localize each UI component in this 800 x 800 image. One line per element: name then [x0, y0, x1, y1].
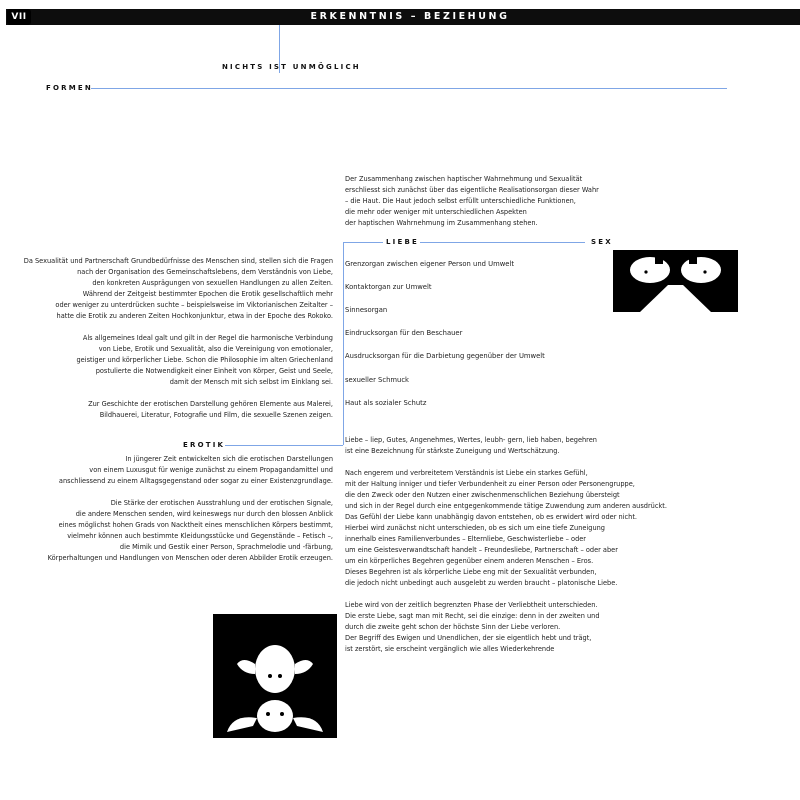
right-line: um eine Geistesverwandtschaft handelt – Freundesliebe, Partnerschaft – oder aber [345, 546, 618, 554]
skin-function-item: Sinnesorgan [345, 306, 388, 314]
abstract-figure-icon [613, 250, 738, 312]
intro-line: – die Haut. Die Haut jedoch selbst erfüllt unterschiedliche Funktionen, [345, 197, 576, 205]
skin-function-item: sexueller Schmuck [345, 376, 409, 384]
intro-line: die mehr oder weniger mit unterschiedlichen Aspekten [345, 208, 527, 216]
left-column [13, 256, 333, 421]
left-line: postulierte die Notwendigkeit einer Einheit von Körper, Geist und Seele, [95, 367, 333, 375]
subtitle-heading: NICHTS IST UNMÖGLICH [222, 63, 361, 71]
right-line: Liebe – liep, Gutes, Angenehmes, Wertes, leubh- gern, lieb haben, begehren [345, 436, 597, 444]
left-line: Zur Geschichte der erotischen Darstellung gehören Elemente aus Malerei, [88, 400, 333, 408]
skin-function-item: Ausdrucksorgan für die Darbietung gegenüber der Umwelt [345, 352, 545, 360]
right-line: Das Gefühl der Liebe kann unabhängig davon entstehen, ob es erwidert wird oder nicht. [345, 513, 638, 521]
erotik-line: die andere Menschen senden, wird keineswegs nur durch den blossen Anblick [75, 510, 333, 518]
left-line: oder weniger zu unterdrücken suchte – beispielsweise im Viktorianischen Zeitalter – [55, 301, 333, 309]
page-number-badge: VII [7, 9, 31, 25]
erotik-line: Die Stärke der erotischen Ausstrahlung und der erotischen Signale, [110, 499, 333, 507]
liebe-connector [343, 242, 344, 445]
liebe-rule-right [420, 242, 585, 243]
right-line: Hierbei wird zunächst nicht unterschieden, ob es sich um eine tiefe Zuneigung [345, 524, 605, 532]
liebe-rule-left [343, 242, 383, 243]
erotik-illustration [213, 614, 337, 738]
right-line: um ein körperliches Begehren gegenüber einem anderen Menschen – Eros. [345, 557, 594, 565]
right-line: und sich in der Regel durch eine entgegenkommende tätige Zuwendung zum anderen ausdrückt. [345, 502, 667, 510]
intro-line: der haptischen Wahrnehmung im Zusammenhang stehen. [345, 219, 538, 227]
right-line: ist eine Bezeichnung für stärkste Zuneigung und Wertschätzung. [345, 447, 560, 455]
sex-illustration [613, 250, 738, 312]
intro-line: Der Zusammenhang zwischen haptischer Wahrnehmung und Sexualität [345, 175, 583, 183]
erotik-line: von einem Luxusgut für wenige zunächst zu einem Propagandamittel und [89, 466, 333, 474]
right-line: mit der Haltung inniger und tiefer Verbundenheit zu einer Person oder Personengruppe, [345, 480, 635, 488]
left-line: Während der Zeitgeist bestimmter Epochen die Erotik gesellschaftlich mehr [82, 290, 333, 298]
left-line: von Liebe, Erotik und Sexualität, also die Vereinigung von emotionaler, [98, 345, 333, 353]
right-line: Die erste Liebe, sagt man mit Recht, sei die einzige: denn in der zweiten und [345, 612, 600, 620]
erotik-line: In jüngerer Zeit entwickelten sich die erotischen Darstellungen [125, 455, 333, 463]
sex-heading: SEX [591, 238, 613, 246]
page-title: ERKENNTNIS – BEZIEHUNG [310, 11, 510, 22]
formen-heading: FORMEN [46, 84, 93, 92]
right-line: Nach engerem und verbreitetem Verständnis ist Liebe ein starkes Gefühl, [345, 469, 588, 477]
right-line: durch die zweite geht schon der höchste Sinn der Liebe verloren. [345, 623, 561, 631]
erotik-column [13, 454, 333, 564]
erotik-heading: EROTIK [183, 441, 226, 449]
left-line: Da Sexualität und Partnerschaft Grundbedürfnisse des Menschen sind, stellen sich die Fragen [23, 257, 333, 265]
left-line: geistiger und körperlicher Liebe. Schon die Philosophie im alten Griechenland [76, 356, 333, 364]
abstract-figure-icon [213, 614, 337, 738]
erotik-line: anschliessend zu einem Alltagsgegenstand oder sogar zu einer Existenzgrundlage. [58, 477, 333, 485]
right-line: Liebe wird von der zeitlich begrenzten Phase der Verliebtheit unterschieden. [345, 601, 598, 609]
skin-function-item: Haut als sozialer Schutz [345, 399, 427, 407]
right-line: Dieses Begehren ist als körperliche Liebe eng mit der Sexualität verbunden, [345, 568, 597, 576]
left-line: Bildhauerei, Literatur, Fotografie und Film, die sexuelle Szenen zeigen. [99, 411, 333, 419]
erotik-line: die Mimik und Gestik einer Person, Sprachmelodie und -färbung, [119, 543, 333, 551]
intro-line: erschliesst sich zunächst über das eigentliche Realisationsorgan dieser Wahr [345, 186, 599, 194]
right-line: innerhalb eines Familienverbundes – Elternliebe, Geschwisterliebe – oder [345, 535, 587, 543]
skin-function-item: Grenzorgan zwischen eigener Person und Umwelt [345, 260, 514, 268]
left-line: Als allgemeines Ideal galt und gilt in der Regel die harmonische Verbindung [82, 334, 333, 342]
right-line: ist zerstört, sie erscheint vergänglich wie alles Wiederkehrende [345, 645, 555, 653]
right-line: Der Begriff des Ewigen und Unendlichen, der sie eigentlich hebt und trägt, [345, 634, 592, 642]
left-line: hatte die Erotik zu anderen Zeiten Hochkonjunktur, etwa in der Epoche des Rokoko. [56, 312, 333, 320]
formen-rule [91, 88, 727, 89]
skin-function-item: Eindrucksorgan für den Beschauer [345, 329, 463, 337]
right-line: die den Zweck oder den Nutzen einer zwischenmenschlichen Beziehung übersteigt [345, 491, 620, 499]
erotik-line: eines möglichst hohen Grads von Nacktheit eines menschlichen Körpers bestimmt, [58, 521, 333, 529]
left-line: den konkreten Ausprägungen von sexuellen Handlungen zu allen Zeiten. [92, 279, 333, 287]
left-line: nach der Organisation des Gemeinschaftslebens, dem Verständnis von Liebe, [77, 268, 333, 276]
left-line: damit der Mensch mit sich selbst im Einklang sei. [169, 378, 333, 386]
erotik-line: vielmehr können auch bestimmte Kleidungsstücke und Gegenstände – Fetisch –, [67, 532, 333, 540]
skin-function-item: Kontaktorgan zur Umwelt [345, 283, 432, 291]
liebe-heading: LIEBE [386, 238, 419, 246]
right-column [345, 435, 667, 655]
right-line: die jedoch nicht unbedingt auch ausgelebt zu werden braucht – platonische Liebe. [345, 579, 618, 587]
erotik-rule [225, 445, 343, 446]
intro-paragraph [345, 174, 599, 229]
erotik-line: Körperhaltungen und Handlungen von Menschen oder deren Abbilder Erotik erzeugen. [47, 554, 333, 562]
